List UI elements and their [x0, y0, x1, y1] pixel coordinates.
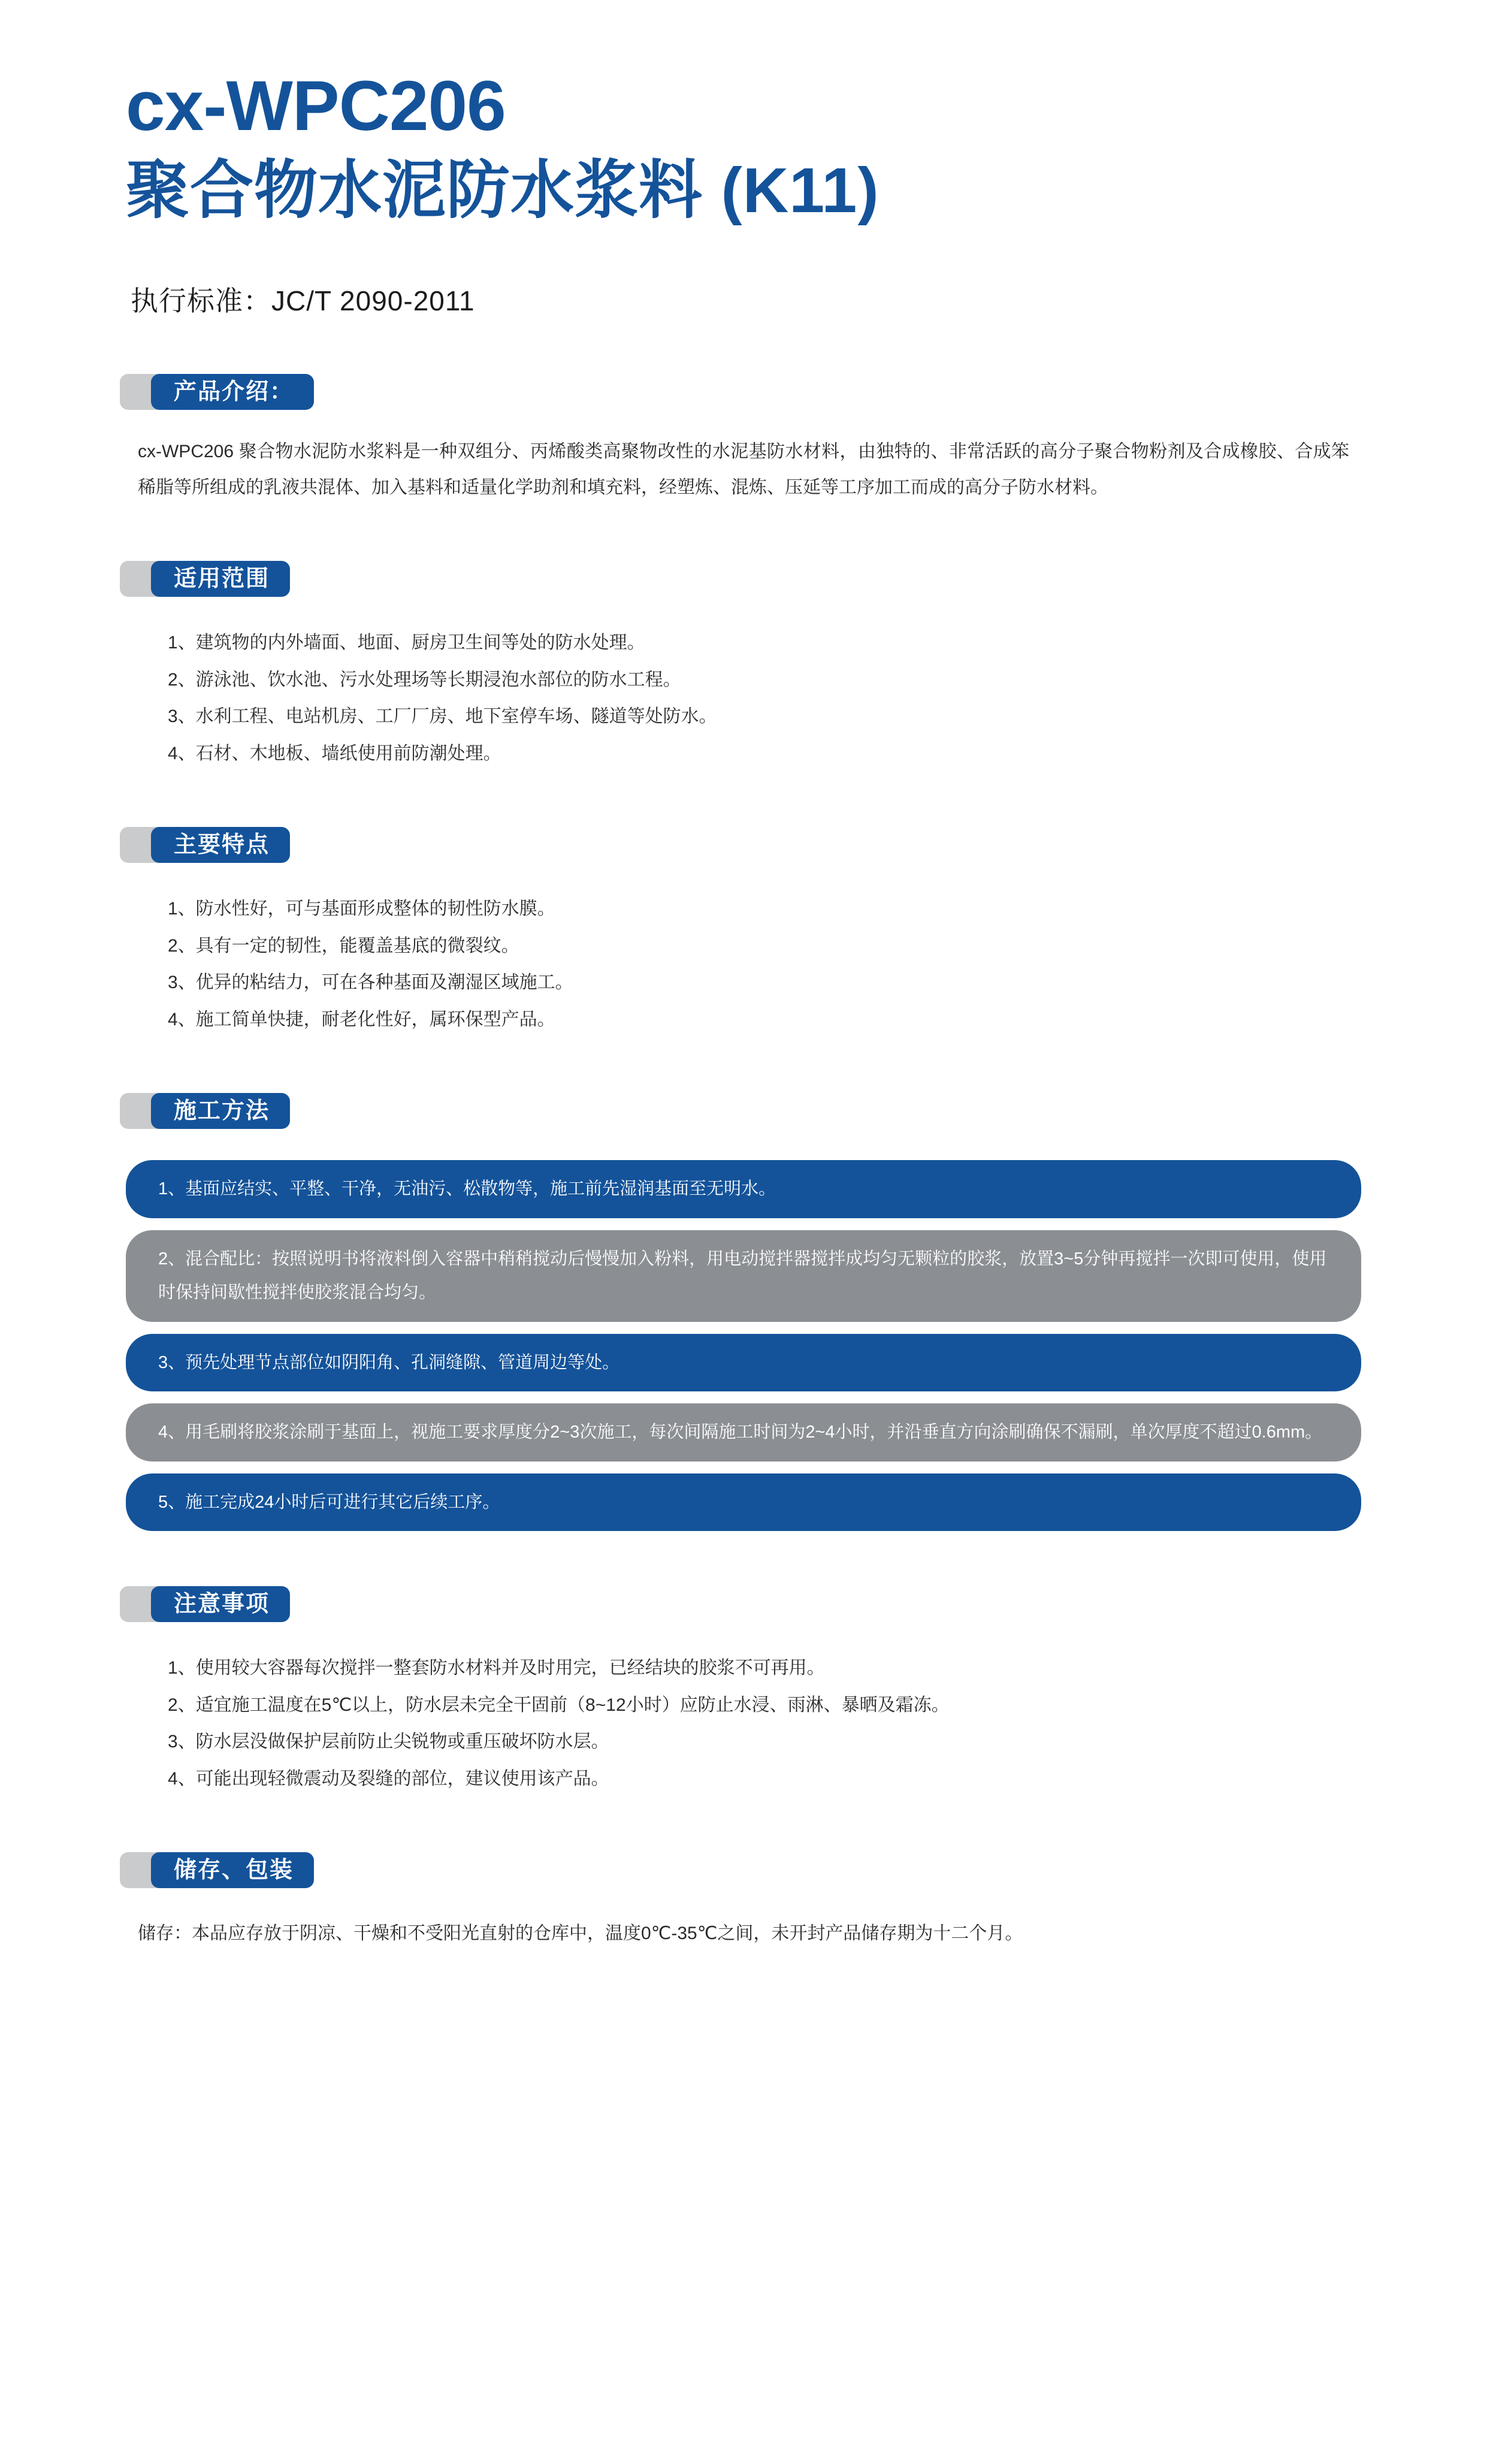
section-heading-intro [120, 374, 1385, 410]
section-features [102, 827, 1385, 1038]
section-heading-notice [120, 1586, 1385, 1622]
section-heading-features [120, 827, 1385, 863]
section-title-storage: 储存、包装 [174, 1858, 294, 1883]
method-steps [126, 1160, 1361, 1531]
list-item: 2、游泳池、饮水池、污水处理场等长期浸泡水部位的防水工程。 [168, 669, 681, 690]
method-step: 4、用毛刷将胶浆涂刷于基面上，视施工要求厚度分2~3次施工，每次间隔施工时间为2~4小时，并沿垂直方向涂刷确保不漏刷，单次厚度不超过0.6mm。 [126, 1403, 1361, 1462]
heading-blue-tab [151, 827, 290, 863]
method-step: 5、施工完成24小时后可进行其它后续工序。 [126, 1473, 1361, 1532]
product-code: cx-WPC206 [126, 67, 506, 146]
section-intro [102, 374, 1385, 506]
section-storage [102, 1852, 1385, 1952]
heading-blue-tab [151, 1586, 290, 1622]
intro-paragraph: cx-WPC206 聚合物水泥防水浆料是一种双组分、丙烯酸类高聚物改性的水泥基防水材料，由独特的、非常活跃的高分子聚合物粉剂及合成橡胶、合成笨稀脂等所组成的乳液共混体、加入基料和适量化学助剂和填充料，经塑炼、混炼、压延等工序加工而成的高分子防水材料。 [138, 442, 1349, 498]
method-step: 1、基面应结实、平整、干净，无油污、松散物等，施工前先湿润基面至无明水。 [126, 1160, 1361, 1218]
section-title-intro: 产品介绍： [174, 379, 294, 405]
title-block [102, 66, 1385, 319]
list-item: 3、水利工程、电站机房、工厂厂房、地下室停车场、隧道等处防水。 [168, 706, 717, 727]
section-heading-scope [120, 561, 1385, 597]
heading-blue-tab [151, 1093, 290, 1129]
list-item: 4、施工简单快捷，耐老化性好，属环保型产品。 [168, 1009, 555, 1029]
section-title-method: 施工方法 [174, 1098, 270, 1124]
list-item: 1、防水性好，可与基面形成整体的韧性防水膜。 [168, 899, 555, 919]
section-title-scope: 适用范围 [174, 566, 270, 592]
product-name: 聚合物水泥防水浆料 (K11) [126, 155, 879, 226]
section-heading-storage [120, 1852, 1385, 1888]
execution-standard: 执行标准：JC/T 2090-2011 [131, 285, 475, 317]
method-step: 3、预先处理节点部位如阴阳角、孔洞缝隙、管道周边等处。 [126, 1334, 1361, 1392]
features-list [102, 890, 1385, 1038]
section-heading-method [120, 1093, 1385, 1129]
storage-paragraph: 储存：本品应存放于阴凉、干燥和不受阳光直射的仓库中，温度0℃-35℃之间，未开封产品储存期为十二个月。 [138, 1924, 1023, 1944]
list-item: 3、防水层没做保护层前防止尖锐物或重压破坏防水层。 [168, 1732, 609, 1752]
section-title-notice: 注意事项 [174, 1592, 270, 1617]
notice-list [102, 1650, 1385, 1797]
list-item: 3、优异的粘结力，可在各种基面及潮湿区域施工。 [168, 973, 573, 993]
list-item: 1、使用较大容器每次搅拌一整套防水材料并及时用完，已经结块的胶浆不可再用。 [168, 1658, 825, 1678]
section-scope [102, 561, 1385, 772]
section-title-features: 主要特点 [174, 832, 270, 858]
list-item: 4、可能出现轻微震动及裂缝的部位，建议使用该产品。 [168, 1768, 609, 1789]
method-step: 2、混合配比：按照说明书将液料倒入容器中稍稍搅动后慢慢加入粉料，用电动搅拌器搅拌成均匀无颗粒的胶浆，放置3~5分钟再搅拌一次即可使用，使用时保持间歇性搅拌使胶浆混合均匀。 [126, 1230, 1361, 1322]
list-item: 1、建筑物的内外墙面、地面、厨房卫生间等处的防水处理。 [168, 633, 645, 653]
list-item: 4、石材、木地板、墙纸使用前防潮处理。 [168, 743, 501, 763]
section-notice [102, 1586, 1385, 1797]
scope-list [102, 624, 1385, 772]
section-method [102, 1093, 1385, 1531]
list-item: 2、适宜施工温度在5℃以上，防水层未完全干固前（8~12小时）应防止水浸、雨淋、暴晒及霜冻。 [168, 1695, 950, 1715]
heading-blue-tab [151, 561, 290, 597]
heading-blue-tab [151, 374, 314, 410]
heading-blue-tab [151, 1852, 314, 1888]
list-item: 2、具有一定的韧性，能覆盖基底的微裂纹。 [168, 935, 519, 956]
